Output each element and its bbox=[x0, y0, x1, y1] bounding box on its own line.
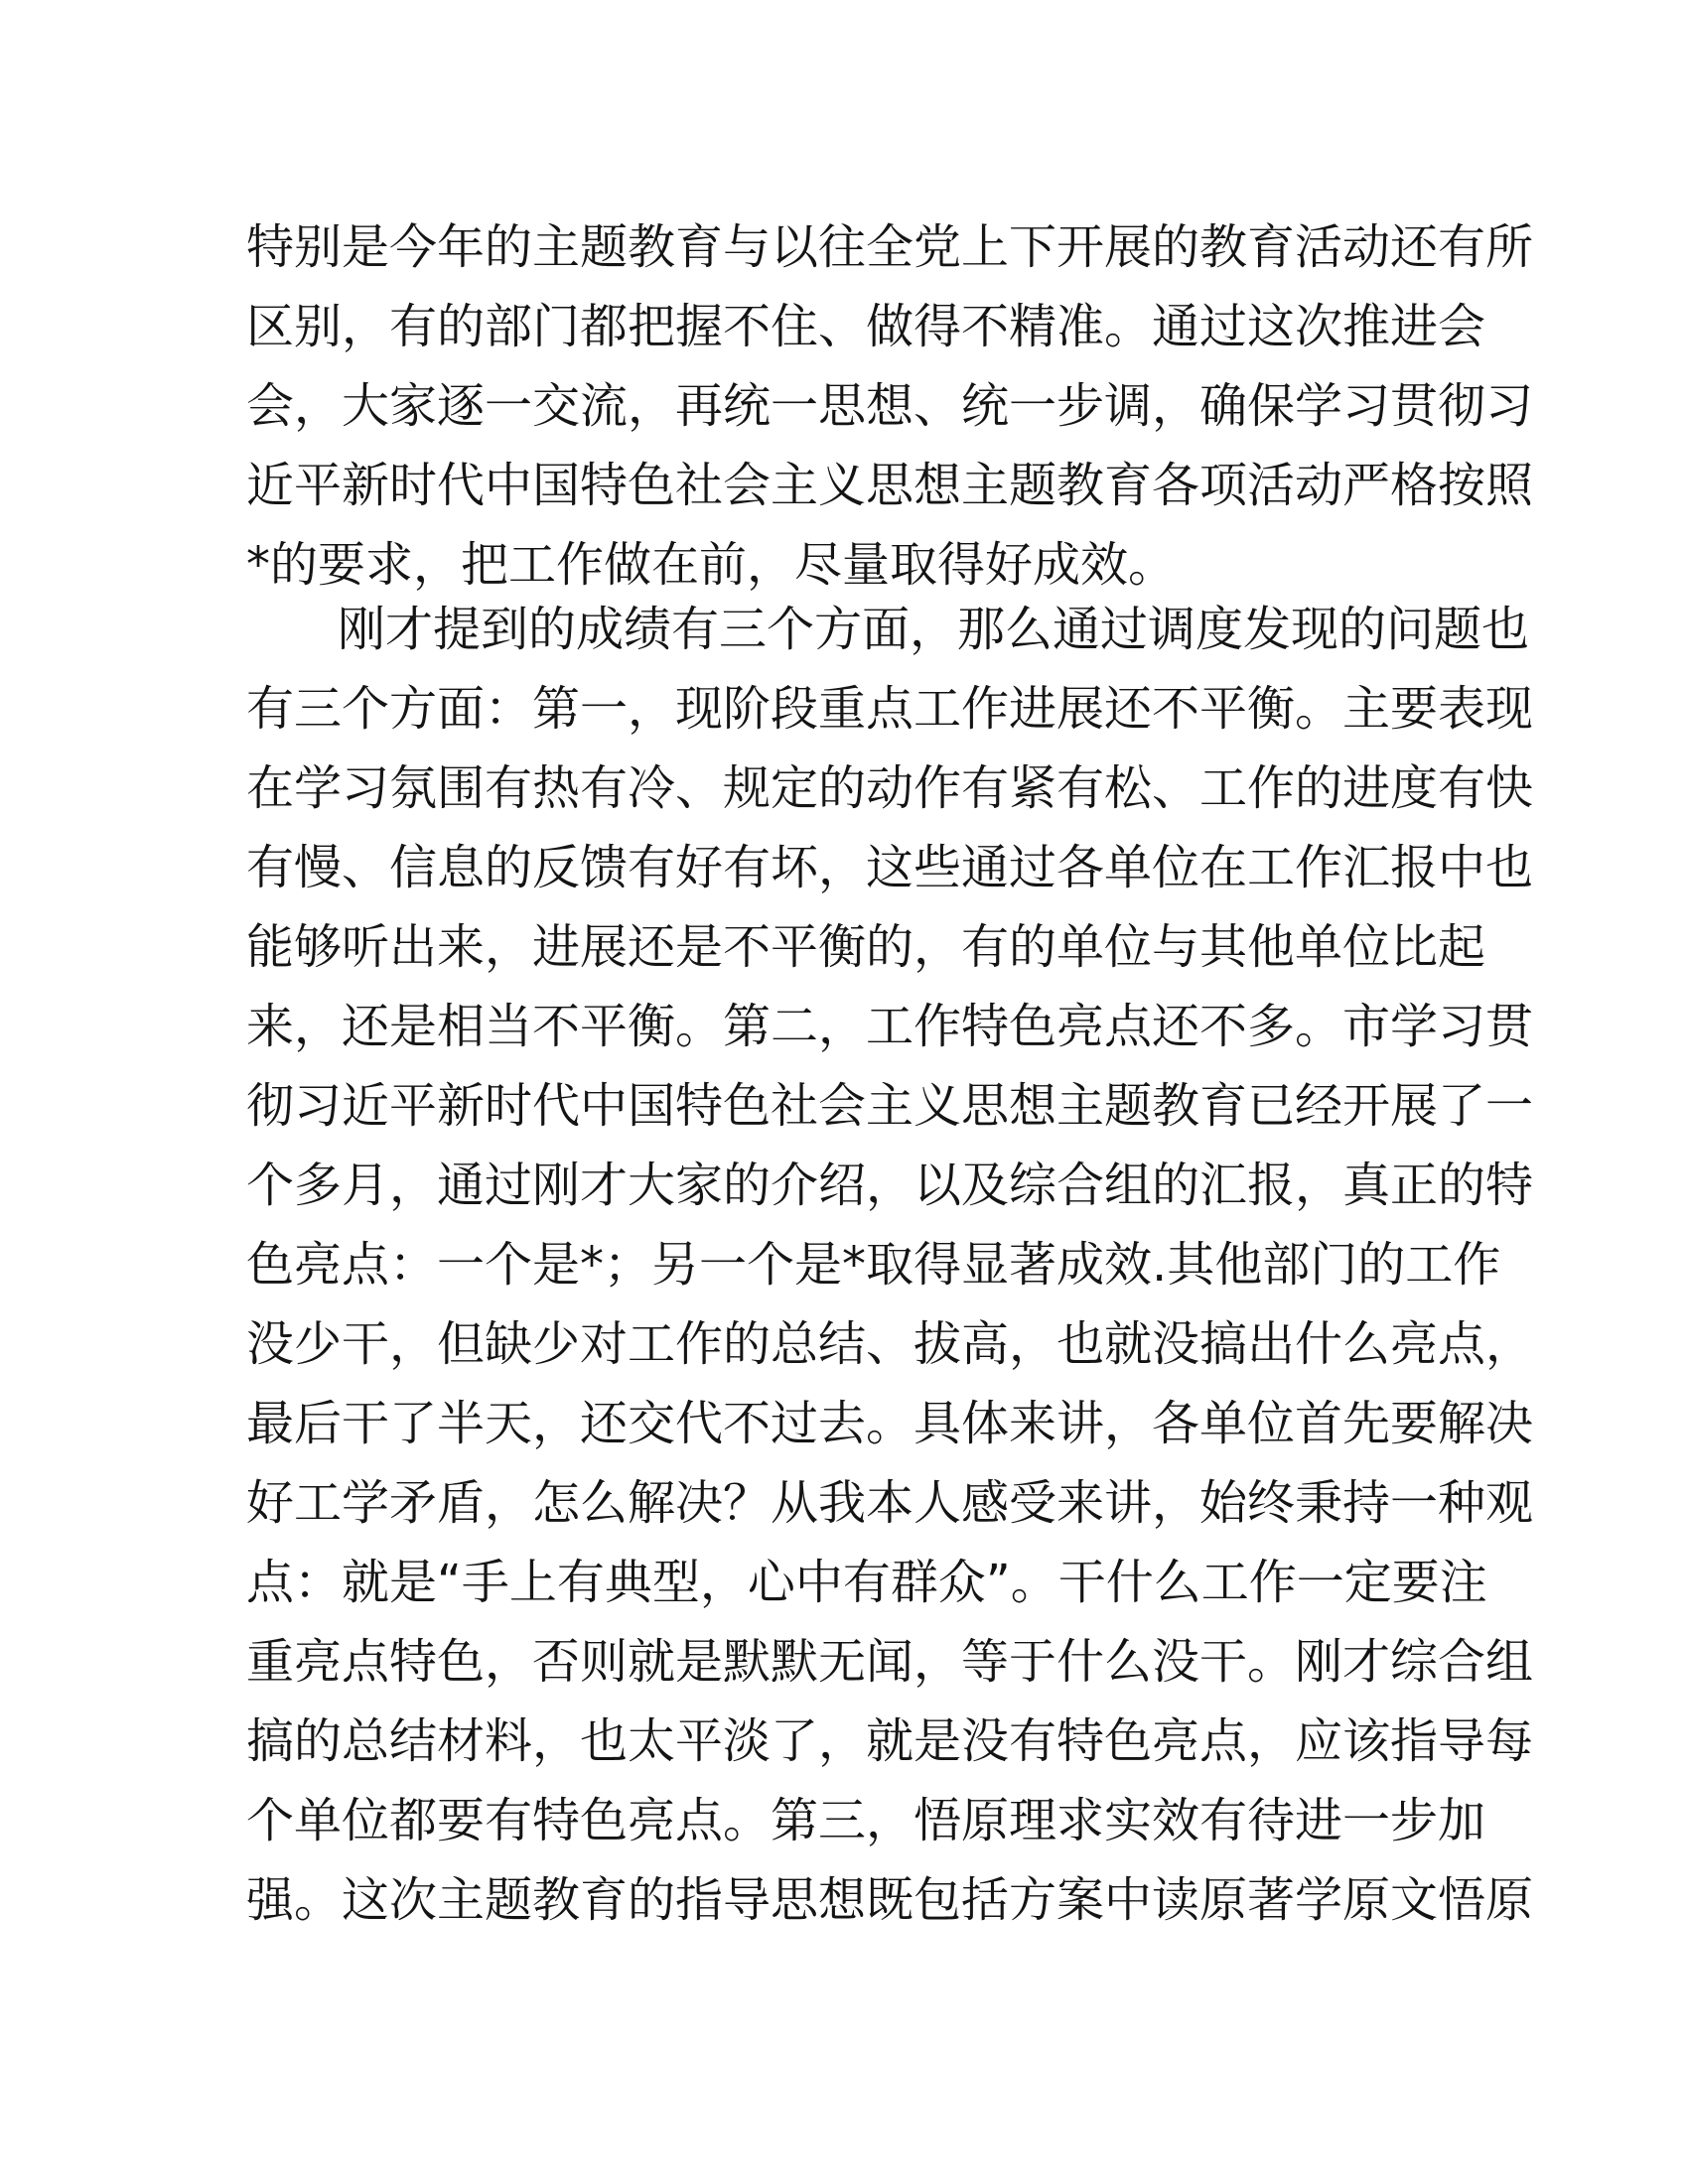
text-line: 个多月，通过刚才大家的介绍，以及综合组的汇报，真正的特 bbox=[246, 1158, 1534, 1213]
paragraph-1 bbox=[246, 207, 1534, 605]
text-line: 点：就是“手上有典型，心中有群众”。干什么工作一定要注 bbox=[246, 1555, 1487, 1610]
text-line: 最后干了半天，还交代不过去。具体来讲，各单位首先要解决 bbox=[246, 1396, 1534, 1451]
paragraph-2 bbox=[246, 590, 1534, 1940]
text-line: 没少干，但缺少对工作的总结、拔高，也就没搞出什么亮点， bbox=[246, 1316, 1534, 1372]
text-line: 彻习近平新时代中国特色社会主义思想主题教育已经开展了一 bbox=[246, 1078, 1534, 1134]
text-line: 有慢、信息的反馈有好有坏，这些通过各单位在工作汇报中也 bbox=[246, 840, 1534, 895]
text-line: 能够听出来，进展还是不平衡的，有的单位与其他单位比起 bbox=[246, 919, 1486, 975]
text-line: 好工学矛盾，怎么解决？从我本人感受来讲，始终秉持一种观 bbox=[246, 1475, 1534, 1531]
text-line: 会，大家逐一交流，再统一思想、统一步调，确保学习贯彻习 bbox=[246, 378, 1534, 434]
text-line: 重亮点特色，否则就是默默无闻，等于什么没干。刚才综合组 bbox=[246, 1634, 1534, 1690]
text-line: 个单位都要有特色亮点。第三，悟原理求实效有待进一步加 bbox=[246, 1793, 1486, 1848]
text-line: 在学习氛围有热有冷、规定的动作有紧有松、工作的进度有快 bbox=[246, 760, 1534, 816]
text-line: 近平新时代中国特色社会主义思想主题教育各项活动严格按照 bbox=[246, 458, 1534, 513]
text-line: 有三个方面：第一，现阶段重点工作进展还不平衡。主要表现 bbox=[246, 681, 1534, 737]
text-line: 刚才提到的成绩有三个方面，那么通过调度发现的问题也 bbox=[338, 602, 1530, 657]
text-line: 区别，有的部门都把握不住、做得不精准。通过这次推进会 bbox=[246, 299, 1486, 354]
text-line: 强。这次主题教育的指导思想既包括方案中读原著学原文悟原 bbox=[246, 1872, 1534, 1928]
text-line: 特别是今年的主题教育与以往全党上下开展的教育活动还有所 bbox=[246, 219, 1534, 275]
text-line: *的要求，把工作做在前，尽量取得好成效。 bbox=[246, 537, 1177, 593]
text-line: 搞的总结材料，也太平淡了，就是没有特色亮点，应该指导每 bbox=[246, 1713, 1534, 1769]
text-line: 来，还是相当不平衡。第二，工作特色亮点还不多。市学习贯 bbox=[246, 999, 1534, 1054]
text-line: 色亮点：一个是*；另一个是*取得显著成效.其他部门的工作 bbox=[246, 1237, 1501, 1293]
